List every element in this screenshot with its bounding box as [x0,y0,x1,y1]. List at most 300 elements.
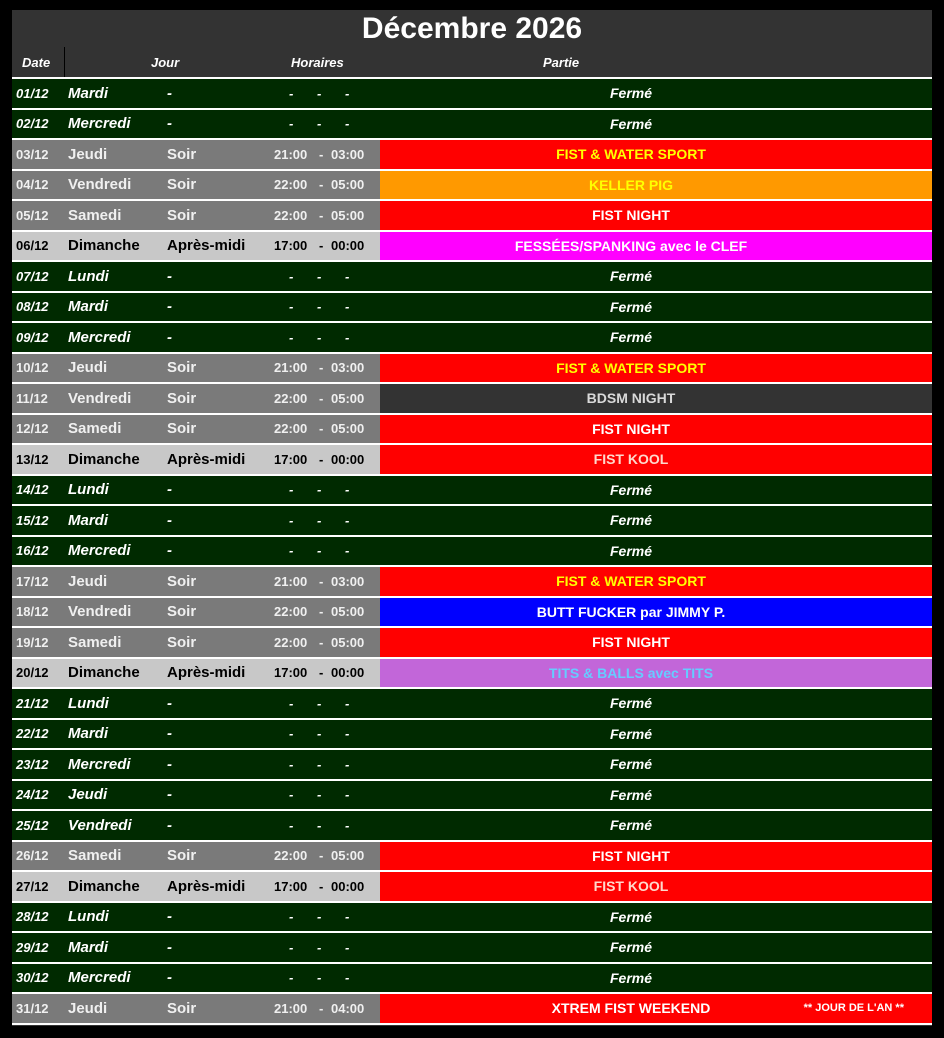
row-day: Mercredi [68,328,131,346]
row-start-time: 22:00 [274,634,308,650]
table-row [12,903,932,934]
header-jour: Jour [151,55,180,70]
row-end-time: - [345,726,350,742]
row-start-time: 17:00 [274,238,308,254]
row-time-separator: - [319,634,324,650]
table-row [12,171,932,202]
row-party-cell [380,750,932,779]
row-date: 03/12 [16,146,49,162]
schedule-sheet [12,10,932,1026]
row-time-of-day: Soir [167,359,197,377]
row-end-time: - [345,756,350,772]
row-party-name: Fermé [609,329,653,346]
row-party-cell [380,171,932,200]
table-row [12,872,932,903]
table-row [12,537,932,568]
row-start-time: 22:00 [274,604,308,620]
table-row [12,140,932,171]
row-day: Jeudi [68,145,108,163]
row-time-separator: - [317,85,322,101]
row-end-time: - [345,85,350,101]
row-time-separator: - [317,543,322,559]
row-start-time: - [289,726,294,742]
row-party-name: FESSÉES/SPANKING avec le CLEF [514,237,748,254]
row-date: 07/12 [16,268,49,284]
row-day: Jeudi [68,786,108,804]
row-date: 14/12 [16,482,49,498]
row-start-time: - [289,909,294,925]
row-time-of-day: Soir [167,145,197,163]
row-time-separator: - [317,909,322,925]
row-time-separator: - [319,451,324,467]
table-row [12,201,932,232]
row-party-cell [380,79,932,108]
row-time-of-day: - [167,298,172,316]
row-day: Dimanche [68,664,140,682]
row-start-time: - [289,329,294,345]
row-end-time: - [345,268,350,284]
row-date: 15/12 [16,512,49,528]
row-date: 24/12 [16,787,49,803]
row-party-name: Fermé [609,85,653,102]
row-info [12,994,380,1023]
row-time-separator: - [319,390,324,406]
row-start-time: - [289,970,294,986]
table-row [12,323,932,354]
row-info [12,354,380,383]
row-end-time: 00:00 [331,665,365,681]
row-time-of-day: - [167,786,172,804]
row-date: 17/12 [16,573,49,589]
table-header [12,47,932,79]
table-row [12,384,932,415]
row-day: Dimanche [68,237,140,255]
row-end-time: 03:00 [331,360,365,376]
row-end-time: 05:00 [331,421,365,437]
row-day: Mercredi [68,542,131,560]
row-info [12,964,380,993]
row-time-of-day: Après-midi [167,877,246,895]
row-info [12,323,380,352]
row-date: 13/12 [16,451,49,467]
row-time-of-day: Après-midi [167,450,246,468]
row-time-of-day: - [167,755,172,773]
row-end-time: 05:00 [331,177,365,193]
row-party-cell [380,628,932,657]
row-info [12,171,380,200]
table-row [12,293,932,324]
row-party-cell [380,567,932,596]
row-party-name: BUTT FUCKER par JIMMY P. [536,603,726,620]
row-time-of-day: - [167,816,172,834]
row-end-time: 05:00 [331,390,365,406]
row-time-of-day: Après-midi [167,664,246,682]
row-end-time: 00:00 [331,451,365,467]
row-end-time: 03:00 [331,146,365,162]
row-party-cell [380,110,932,139]
row-time-separator: - [317,939,322,955]
row-date: 25/12 [16,817,49,833]
row-party-cell [380,964,932,993]
row-time-of-day: Soir [167,572,197,590]
row-day: Lundi [68,908,109,926]
table-row [12,811,932,842]
row-time-of-day: Soir [167,389,197,407]
row-end-time: - [345,482,350,498]
row-time-separator: - [317,482,322,498]
row-party-cell [380,720,932,749]
table-row [12,933,932,964]
row-end-time: - [345,970,350,986]
row-start-time: - [289,695,294,711]
row-party-cell [380,903,932,932]
table-row [12,689,932,720]
row-party-cell [380,811,932,840]
table-row [12,781,932,812]
row-time-separator: - [317,726,322,742]
row-party-name: Fermé [609,969,653,986]
row-end-time: - [345,787,350,803]
row-day: Samedi [68,206,122,224]
table-row [12,110,932,141]
row-party-name: FIST NIGHT [592,847,670,864]
table-row [12,720,932,751]
row-day: Mardi [68,725,109,743]
row-note: ** JOUR DE L'AN ** [803,1002,904,1015]
row-date: 26/12 [16,848,49,864]
row-date: 06/12 [16,238,49,254]
row-end-time: - [345,116,350,132]
row-info [12,598,380,627]
row-party-cell [380,872,932,901]
row-end-time: 03:00 [331,573,365,589]
row-date: 23/12 [16,756,49,772]
row-info [12,842,380,871]
row-date: 31/12 [16,1000,49,1016]
row-party-name: Fermé [609,542,653,559]
row-party-cell [380,537,932,566]
row-time-of-day: Après-midi [167,237,246,255]
header-divider [64,47,65,77]
row-date: 12/12 [16,421,49,437]
schedule-rows [12,79,932,1025]
row-start-time: 22:00 [274,390,308,406]
row-time-separator: - [317,756,322,772]
row-day: Jeudi [68,572,108,590]
table-row [12,262,932,293]
row-start-time: - [289,482,294,498]
row-time-separator: - [319,573,324,589]
row-date: 22/12 [16,726,49,742]
row-day: Mercredi [68,755,131,773]
row-party-cell [380,933,932,962]
row-info [12,262,380,291]
row-info [12,720,380,749]
header-horaires: Horaires [291,55,344,70]
row-party-name: XTREM FIST WEEKEND [551,1000,711,1017]
row-party-cell [380,994,932,1023]
row-end-time: - [345,543,350,559]
row-party-cell [380,140,932,169]
row-info [12,537,380,566]
row-party-name: Fermé [609,908,653,925]
row-info [12,445,380,474]
row-party-cell [380,293,932,322]
row-day: Lundi [68,267,109,285]
row-time-separator: - [317,116,322,132]
row-day: Lundi [68,694,109,712]
row-party-name: Fermé [609,817,653,834]
row-party-name: TITS & BALLS avec TITS [548,664,714,681]
row-time-of-day: - [167,511,172,529]
row-party-name: Fermé [609,115,653,132]
row-date: 11/12 [16,390,48,406]
row-date: 16/12 [16,543,49,559]
row-info [12,415,380,444]
row-time-separator: - [317,268,322,284]
row-time-of-day: Soir [167,206,197,224]
header-partie: Partie [543,55,580,70]
row-date: 20/12 [16,665,49,681]
row-time-separator: - [317,817,322,833]
row-party-cell [380,323,932,352]
row-info [12,567,380,596]
row-party-cell [380,598,932,627]
row-end-time: 04:00 [331,1000,365,1016]
row-day: Mercredi [68,969,131,987]
row-party-cell [380,659,932,688]
row-day: Dimanche [68,450,140,468]
row-day: Vendredi [68,389,132,407]
row-time-of-day: Soir [167,847,197,865]
row-end-time: 05:00 [331,848,365,864]
table-row [12,415,932,446]
row-end-time: - [345,512,350,528]
row-time-of-day: Soir [167,633,197,651]
row-start-time: - [289,939,294,955]
row-party-cell [380,476,932,505]
row-time-separator: - [319,207,324,223]
row-date: 05/12 [16,207,49,223]
row-day: Samedi [68,847,122,865]
row-party-name: Fermé [609,939,653,956]
row-time-of-day: Soir [167,999,197,1017]
row-info [12,903,380,932]
row-start-time: 21:00 [274,1000,308,1016]
row-info [12,476,380,505]
row-info [12,781,380,810]
row-day: Dimanche [68,877,140,895]
row-day: Vendredi [68,603,132,621]
row-party-name: FIST KOOL [593,451,669,468]
row-info [12,872,380,901]
row-day: Mardi [68,298,109,316]
row-date: 04/12 [16,177,49,193]
row-time-separator: - [319,848,324,864]
row-date: 19/12 [16,634,49,650]
row-info [12,933,380,962]
row-party-name: Fermé [609,756,653,773]
row-party-name: FIST & WATER SPORT [556,573,706,590]
row-start-time: 21:00 [274,360,308,376]
row-end-time: 00:00 [331,238,365,254]
row-time-separator: - [319,665,324,681]
table-row [12,659,932,690]
row-start-time: - [289,817,294,833]
row-time-of-day: - [167,969,172,987]
row-time-separator: - [317,970,322,986]
row-date: 18/12 [16,604,49,620]
row-time-of-day: - [167,908,172,926]
row-info [12,140,380,169]
row-time-separator: - [319,604,324,620]
header-date: Date [22,55,51,70]
row-party-name: Fermé [609,512,653,529]
row-info [12,201,380,230]
table-row [12,628,932,659]
table-row [12,79,932,110]
row-party-cell [380,201,932,230]
table-row [12,842,932,873]
row-end-time: 05:00 [331,634,365,650]
row-time-of-day: - [167,542,172,560]
row-start-time: 21:00 [274,146,308,162]
row-end-time: - [345,939,350,955]
row-time-separator: - [319,238,324,254]
row-party-name: Fermé [609,268,653,285]
row-info [12,628,380,657]
table-row [12,994,932,1025]
row-start-time: 22:00 [274,848,308,864]
row-date: 02/12 [16,116,49,132]
row-party-cell [380,781,932,810]
row-info [12,384,380,413]
row-time-separator: - [317,299,322,315]
row-time-separator: - [319,878,324,894]
row-party-name: Fermé [609,481,653,498]
row-time-of-day: Soir [167,603,197,621]
row-party-name: FIST NIGHT [592,207,670,224]
row-start-time: 22:00 [274,177,308,193]
row-date: 21/12 [16,695,49,711]
row-time-of-day: - [167,84,172,102]
row-day: Jeudi [68,359,108,377]
row-party-name: KELLER PIG [588,176,673,193]
row-end-time: - [345,695,350,711]
table-row [12,964,932,995]
row-time-of-day: - [167,481,172,499]
row-start-time: 21:00 [274,573,308,589]
row-party-name: Fermé [609,725,653,742]
row-end-time: - [345,817,350,833]
row-day: Samedi [68,633,122,651]
row-date: 01/12 [16,85,49,101]
table-row [12,476,932,507]
row-party-name: Fermé [609,298,653,315]
row-info [12,232,380,261]
row-time-of-day: Soir [167,176,197,194]
row-info [12,79,380,108]
row-date: 27/12 [16,878,49,894]
row-party-cell [380,262,932,291]
table-row [12,598,932,629]
row-end-time: - [345,909,350,925]
row-start-time: - [289,756,294,772]
row-time-separator: - [319,421,324,437]
row-day: Vendredi [68,176,132,194]
row-info [12,811,380,840]
table-row [12,232,932,263]
row-info [12,750,380,779]
row-day: Lundi [68,481,109,499]
row-end-time: - [345,299,350,315]
row-party-name: FIST & WATER SPORT [556,146,706,163]
row-start-time: 17:00 [274,878,308,894]
row-day: Samedi [68,420,122,438]
row-time-separator: - [319,146,324,162]
row-start-time: 17:00 [274,665,308,681]
row-party-cell [380,232,932,261]
row-time-separator: - [319,360,324,376]
row-date: 10/12 [16,360,49,376]
row-info [12,506,380,535]
row-start-time: - [289,85,294,101]
row-time-separator: - [317,329,322,345]
table-row [12,354,932,385]
page-title: Décembre 2026 [361,11,583,45]
table-row [12,445,932,476]
table-row [12,567,932,598]
row-day: Mardi [68,511,109,529]
row-time-separator: - [319,177,324,193]
row-info [12,110,380,139]
row-day: Vendredi [68,816,132,834]
row-party-cell [380,354,932,383]
row-start-time: 22:00 [274,421,308,437]
row-start-time: 17:00 [274,451,308,467]
row-time-separator: - [319,1000,324,1016]
row-date: 29/12 [16,939,49,955]
row-party-cell [380,689,932,718]
row-start-time: - [289,299,294,315]
row-day: Mardi [68,938,109,956]
row-time-separator: - [317,512,322,528]
row-party-name: FIST & WATER SPORT [556,359,706,376]
row-party-cell [380,384,932,413]
row-start-time: - [289,787,294,803]
row-start-time: - [289,543,294,559]
row-time-of-day: - [167,115,172,133]
row-party-cell [380,506,932,535]
row-end-time: - [345,329,350,345]
row-time-of-day: - [167,328,172,346]
row-date: 28/12 [16,909,49,925]
row-time-of-day: - [167,694,172,712]
row-date: 08/12 [16,299,49,315]
row-end-time: 05:00 [331,207,365,223]
row-party-name: Fermé [609,786,653,803]
row-info [12,293,380,322]
row-party-name: FIST NIGHT [592,420,670,437]
row-party-name: FIST KOOL [593,878,669,895]
row-time-separator: - [317,787,322,803]
row-start-time: - [289,116,294,132]
table-row [12,506,932,537]
row-time-of-day: - [167,267,172,285]
row-party-name: Fermé [609,695,653,712]
row-party-name: BDSM NIGHT [586,390,676,407]
row-time-of-day: - [167,938,172,956]
